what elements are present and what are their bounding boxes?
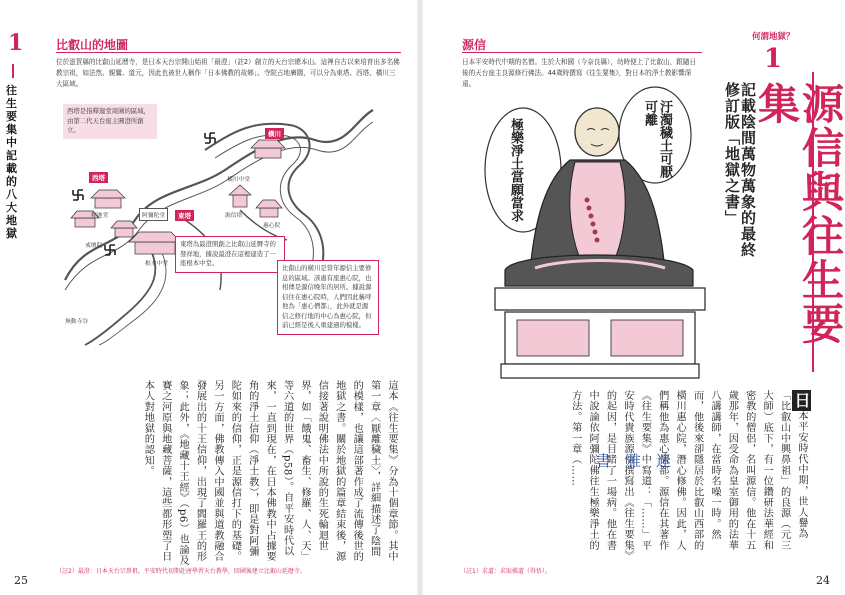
- body-lead-char: 日: [792, 392, 811, 409]
- right-body-text: [460, 390, 810, 560]
- genshin-section-title: 源信: [462, 38, 487, 52]
- mount-hiei-map: [55, 90, 373, 345]
- map-section-rule: [56, 52, 401, 53]
- genshin-intro: 日本平安時代中期的名僧。生於大和國（今奈良縣），幼時便上了比叡山，跟隨日後的天台座主良源修行佛法。44歲時撰寫《往生要集》，對日本的淨土教影響深遠。: [462, 58, 697, 88]
- watermark-stamp: 書 雅 迷: [596, 452, 672, 470]
- chapter-kicker: 何謂地獄？: [752, 32, 795, 42]
- yokawa-callout: 比叡山的橫川是當年源信主要修息的區域。該處有座惠心院，也相傳是源信晚年的居所。據說源信住在惠心院時，人們因此稱呼他為「惠心僧都」，此外就是源信之修行地的中心為惠心院，但前已經是後人重建過的模樣。: [277, 260, 379, 335]
- bubble-left-text: 極樂淨土當願當求: [508, 118, 523, 222]
- place-shaka: 釋迦堂: [91, 213, 109, 219]
- side-chapter-title: 往生要集中記載的八大地獄: [6, 84, 17, 240]
- side-number-bar: [12, 64, 14, 78]
- yokawa-tag: 橫川: [265, 128, 284, 139]
- place-genshin-do: 源信塔: [225, 213, 243, 219]
- map-section-title: 比叡山的地圖: [56, 38, 129, 52]
- place-amida: 阿彌陀堂: [139, 208, 168, 221]
- bubble-right-text: 汙濁穢土可厭可離: [642, 100, 672, 178]
- west-tag: 西塔: [89, 172, 108, 183]
- sub-title: 記載陰間萬物萬象的最終修訂版「地獄之書」: [723, 82, 757, 258]
- map-intro: 位於滋賀縣的比叡山延曆寺，是日本天台宗開山始祖「最澄」（註2）創立的天台宗總本山。這裡自古以來培育出多名佛教宗祖，如法然、親鸞、道元，因此也被世人稱作「日本佛教的故鄉」。寺院占地廣闊，可以分為東塔、西塔、橫川三大區域。: [56, 58, 400, 88]
- side-number: 1: [8, 30, 24, 56]
- place-eshin-in: 惠心院: [263, 223, 281, 229]
- place-kaidan: 戒壇院: [85, 243, 103, 249]
- left-footnote: （註2）最澄：日本天台宗鼻祖。平安時代初期赴唐學習天台教學，回國後建立比叡山延曆寺。: [56, 568, 306, 575]
- east-tag: 東塔: [175, 210, 194, 221]
- place-mudo: 無動寺谷: [65, 319, 89, 325]
- right-body-content: 本平安時代中期，世人譽為「比叡山中興鼻祖」的良源（元三大師）底下，有一位鑽研法華經和密教的僧侶，名叫源信。他在十五歲那年，因受命為皇室御用的法華八講講師，在當時名噪一時。然而，他後來卻隱居於比叡山西部的橫川惠心院，潛心修佛。因此，人們稱他為惠心僧都。源信在其著作《往生要集》中寫道：「……」平安時代貴族源信撰寫出《往生要集》的起因，是目睹了一場病。他在書中說論依阿彌陀佛往生極樂淨土的方法。第一章（……: [569, 390, 807, 557]
- left-page-number: 25: [14, 574, 28, 587]
- right-page: [420, 0, 845, 595]
- east-callout: 東塔為最澄開創之比叡山延曆寺的發祥地，據說最澄在這裡建造了一座根本中堂。: [175, 236, 285, 273]
- right-footnote: （註1）求道：求取佛道（得悟）。: [460, 568, 551, 575]
- place-konpon: 根本中堂: [145, 261, 169, 267]
- west-callout: 西塔是指釋迦堂周圍的區域，由第二代天台座主圓澄所創立。: [63, 104, 157, 139]
- genshin-section-rule: [462, 52, 702, 53]
- place-yokawa-chudo: 橫川中堂: [227, 177, 251, 183]
- right-page-number: 24: [816, 574, 830, 587]
- left-page: [0, 0, 418, 595]
- main-title: 源信與往生要集: [752, 82, 845, 346]
- chapter-number: 1: [764, 44, 783, 74]
- left-body-text: 這本《往生要集》分為十個章節。其中第一章〈厭離穢土〉，詳細描述了陰間的模樣，也讓這部著作成了流傳後世的地獄之書。關於地獄的篇章結束後，源信接著說明佛法中所說的生死輪迴世界，如「餓鬼、畜生、修羅、人、天」等六道的世界（p58）。自平安時代以來，一直到現在，在日本佛教中占據要角的淨土信仰（淨土教），即是對阿彌陀如來的信仰，正是源信打下的基礎。另一方面，佛教傳入中國並與道教融合發展出的十王信仰，出現了閻羅王的形象；此外，《地藏十王經》（p6）也論及賽之河原與地藏菩薩，這些都形塑了日本人對地獄的認知。: [142, 380, 397, 566]
